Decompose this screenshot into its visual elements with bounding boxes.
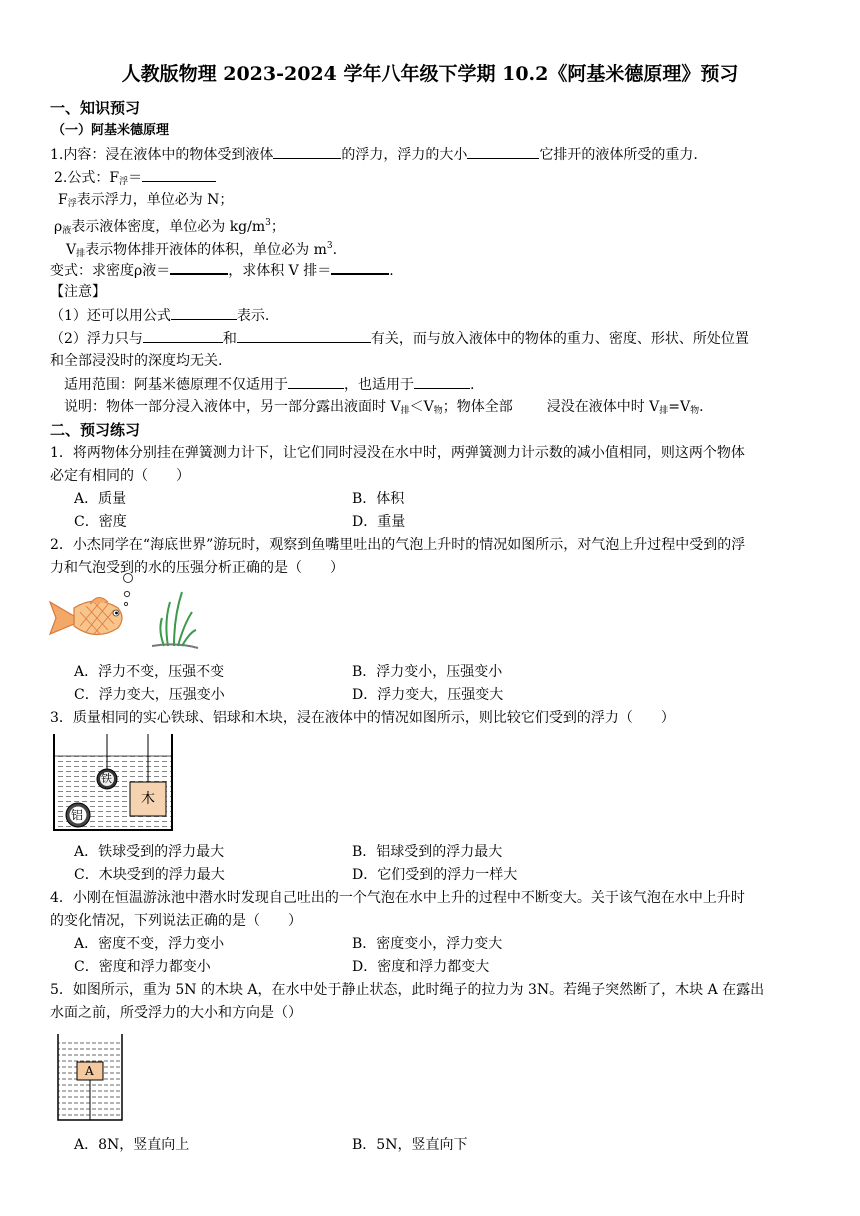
q1-option-a[interactable]: A．质量 [74, 491, 127, 507]
question-5-line-1: 5．如图所示，重为 5N 的木块 A，在水中处于静止状态，此时绳子的拉力为 3N。若绳子突然断了，木块 A 在露出 [50, 982, 765, 998]
note-2 [50, 328, 749, 349]
question-2-line-2: 力和气泡受到的水的压强分析正确的是（ ） [50, 560, 344, 576]
q2-option-b[interactable]: B．浮力变小，压强变小 [352, 664, 503, 680]
text: . [389, 263, 394, 279]
formula-f-line [58, 190, 233, 214]
q4-option-c[interactable]: C．密度和浮力都变小 [74, 959, 211, 975]
fish-bubble-figure [46, 572, 206, 652]
variant-line [50, 259, 394, 281]
text: ＝ [128, 170, 143, 186]
bubble-small [124, 602, 127, 605]
note-2-cont: 和全部浸没时的深度均无关. [50, 353, 223, 369]
q2-option-d[interactable]: D．浮力变大，压强变大 [352, 687, 504, 703]
section-heading-knowledge: 一、知识预习 [50, 99, 141, 117]
text: . [470, 377, 475, 393]
fish-tail [50, 602, 74, 634]
text: 适用范围：阿基米德原理不仅适用于 [64, 377, 288, 393]
q2-option-c[interactable]: C．浮力变大，压强变小 [74, 687, 225, 703]
q1-option-b[interactable]: B．体积 [352, 491, 405, 507]
text: 表示液体密度，单位必为 kg/m [71, 219, 266, 235]
q3-option-b[interactable]: B．铝球受到的浮力最大 [352, 844, 503, 860]
q3-option-a[interactable]: A．铁球受到的浮力最大 [74, 844, 225, 860]
blank-field [331, 259, 389, 275]
blank-field [171, 305, 237, 320]
question-1-line-1: 1．将两物体分别挂在弹簧测力计下，让它们同时浸没在水中时，两弹簧测力计示数的减小值相同，则这两个物体 [50, 445, 745, 461]
subscript: 液 [62, 226, 72, 236]
text: 2.公式：F [54, 170, 120, 186]
label-iron: 铁 [101, 772, 112, 785]
blank-field [273, 144, 341, 159]
note-heading: 【注意】 [50, 284, 106, 300]
subscript: 浮 [119, 177, 129, 187]
text: 和 [222, 331, 237, 347]
label-wood: 木 [141, 791, 155, 807]
text: 的浮力，浮力的大小 [341, 147, 468, 163]
text: . [332, 242, 338, 258]
question-1-line-2: 必定有相同的（ ） [50, 468, 190, 484]
note-1 [50, 305, 269, 326]
blank-field [170, 259, 228, 275]
section-heading-practice: 二、预习练习 [50, 421, 141, 439]
text: 1.内容：浸在液体中的物体受到液体 [50, 147, 274, 163]
q3-option-c[interactable]: C．木块受到的浮力最大 [74, 867, 225, 883]
sub-heading-archimedes: （一）阿基米德原理 [52, 123, 170, 138]
blank-field [237, 328, 371, 343]
text: ，也适用于 [344, 377, 414, 393]
blank-field [414, 374, 470, 389]
subscript: 排 [400, 406, 410, 416]
text: 有关，而与放入液体中的物体的重力、密度、形状、所处位置 [370, 331, 749, 347]
superscript: 3 [265, 218, 271, 228]
text: ，求体积 V 排＝ [228, 263, 332, 279]
text: 它排开的液体所受的重力. [539, 147, 698, 163]
question-5-line-2: 水面之前，所受浮力的大小和方向是（） [50, 1005, 302, 1021]
text: =V [668, 399, 691, 415]
label-aluminum: 铝 [71, 808, 84, 822]
blank-field [467, 144, 539, 159]
subscript: 排 [76, 249, 86, 259]
bubble-medium [124, 591, 129, 596]
blank-field [143, 328, 223, 343]
question-4-line-2: 的变化情况，下列说法正确的是（ ） [50, 913, 302, 929]
explanation-line [64, 397, 704, 421]
blank-field [142, 167, 216, 182]
q1-option-c[interactable]: C．密度 [74, 514, 127, 530]
text: 说明：物体一部分浸入液体中，另一部分露出液面时 V [64, 399, 401, 415]
q3-option-d[interactable]: D．它们受到的浮力一样大 [352, 867, 518, 883]
container-figure [50, 734, 176, 832]
text: （1）还可以用公式 [50, 308, 171, 324]
question-3-line-1: 3．质量相同的实心铁球、铝球和木块，浸在液体中的情况如图所示，则比较它们受到的浮力（ ） [50, 710, 675, 726]
text: 表示物体排开液体的体积，单位必为 m [85, 242, 327, 258]
text: 表示浮力，单位必为 N； [76, 192, 234, 208]
q5-option-a[interactable]: A．8N，竖直向上 [74, 1137, 190, 1153]
blank-field [288, 374, 344, 389]
text: . [699, 399, 704, 415]
question-4-line-1: 4．小刚在恒温游泳池中潜水时发现自己吐出的一个气泡在水中上升的过程中不断变大。关于该气泡在水中上升时 [50, 890, 745, 906]
q4-option-b[interactable]: B．密度变小，浮力变大 [352, 936, 503, 952]
text: ρ [54, 219, 63, 235]
tank-figure [56, 1034, 126, 1122]
content-line [50, 144, 698, 165]
text: ＜V [409, 399, 434, 415]
text: V [66, 242, 77, 258]
text: 变式：求密度ρ液＝ [50, 263, 171, 279]
q4-option-a[interactable]: A．密度不变，浮力变小 [74, 936, 225, 952]
subscript: 排 [659, 406, 669, 416]
q1-option-d[interactable]: D．重量 [352, 514, 406, 530]
seaweed [160, 592, 196, 646]
q4-option-d[interactable]: D．密度和浮力都变大 [352, 959, 490, 975]
text: 浸没在液体中时 V [546, 399, 660, 415]
formula-line [54, 167, 216, 192]
subscript: 物 [690, 406, 700, 416]
subscript: 物 [433, 406, 443, 416]
text: 表示. [236, 308, 270, 324]
subscript: 浮 [67, 199, 77, 209]
text: （2）浮力只与 [50, 331, 143, 347]
text: ； [270, 219, 285, 235]
label-block-a: A [85, 1064, 94, 1078]
page-title: 人教版物理 2023-2024 学年八年级下学期 10.2《阿基米德原理》预习 [121, 63, 739, 85]
text: ；物体全部 [442, 399, 513, 415]
q2-option-a[interactable]: A．浮力不变，压强不变 [74, 664, 225, 680]
q5-option-b[interactable]: B．5N，竖直向下 [352, 1137, 468, 1153]
text: F [58, 192, 68, 208]
bubble-large [124, 574, 133, 583]
scope-line [64, 374, 474, 395]
question-2-line-1: 2．小杰同学在“海底世界”游玩时，观察到鱼嘴里吐出的气泡上升时的情况如图所示，对气泡上升过程中受到的浮 [50, 537, 746, 553]
superscript: 3 [326, 241, 333, 251]
